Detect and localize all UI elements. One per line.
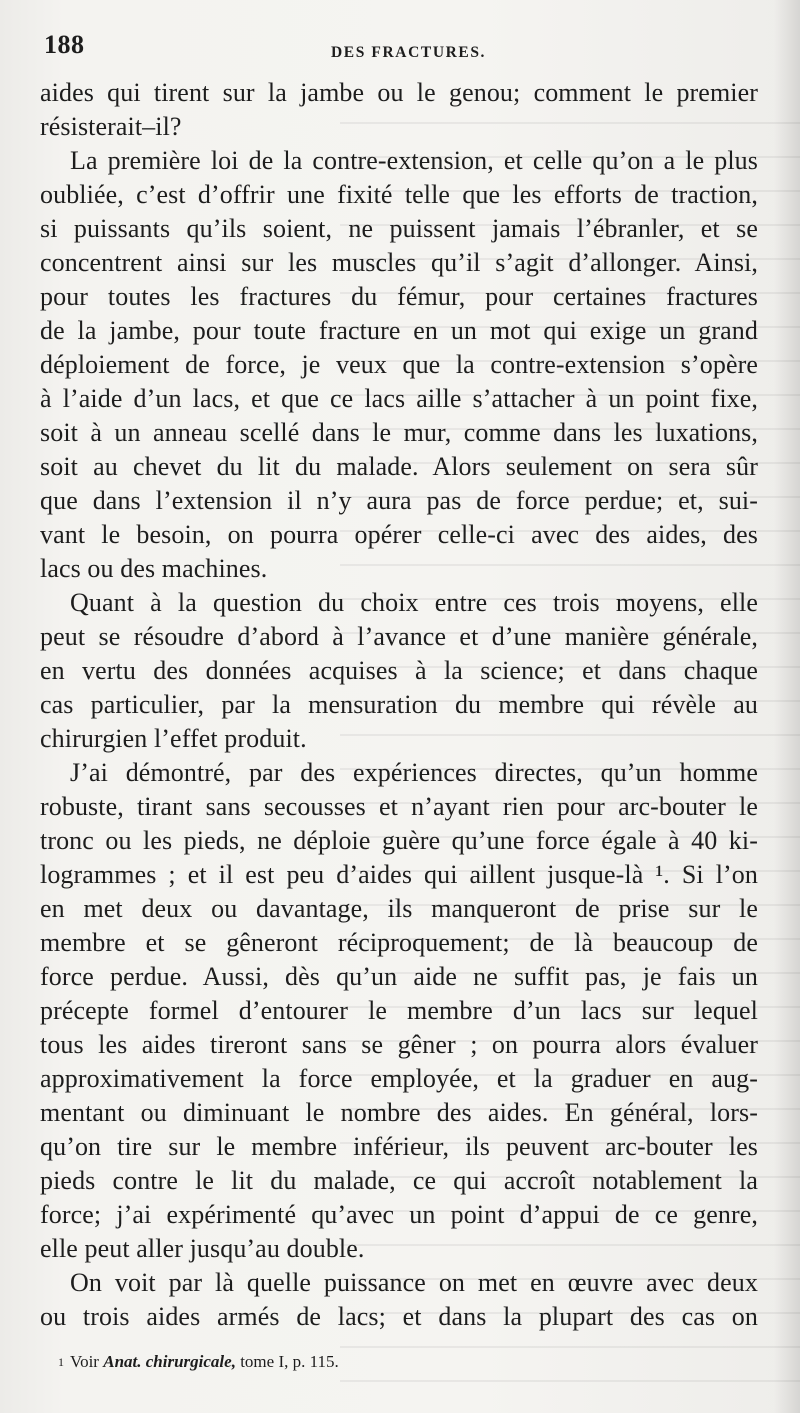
text-line: robuste, tirant sans secousses et n’ayant rien pour arc-bouter le [40, 792, 758, 821]
text-line: oubliée, c’est d’offrir une fixité telle que les efforts de traction, [40, 180, 758, 209]
text-line: lacs ou des machines. [40, 554, 268, 583]
text-line: mentant ou diminuant le nombre des aides. En général, lors- [40, 1098, 758, 1127]
text-line: chirurgien l’effet produit. [40, 724, 307, 753]
text-line: La première loi de la contre-extension, et celle qu’on a le plus [70, 146, 758, 175]
text-line: déploiement de force, je veux que la contre-extension s’opère [40, 350, 758, 379]
text-line: aides qui tirent sur la jambe ou le genou; comment le premier [40, 78, 758, 107]
text-line: pour toutes les fractures du fémur, pour certaines fractures [40, 282, 758, 311]
footnote-prefix: Voir [70, 1352, 99, 1371]
text-line: force perdue. Aussi, dès qu’un aide ne suffit pas, je fais un [40, 962, 758, 991]
text-line: en vertu des données acquises à la science; et dans chaque [40, 656, 758, 685]
text-line: tronc ou les pieds, ne déploie guère qu’une force égale à 40 ki- [40, 826, 758, 855]
footnote-suffix: tome I, p. 115. [240, 1352, 339, 1371]
text-line: résisterait–il? [40, 112, 182, 141]
text-line: logrammes ; et il est peu d’aides qui aillent jusque-là ¹. Si l’on [40, 860, 758, 889]
text-line: vant le besoin, on pourra opérer celle-ci avec des aides, des [40, 520, 758, 549]
text-line: Quant à la question du choix entre ces trois moyens, elle [70, 588, 758, 617]
text-line: soit au chevet du lit du malade. Alors seulement on sera sûr [40, 452, 758, 481]
footnote [58, 1351, 618, 1373]
text-line: peut se résoudre d’abord à l’avance et d’une manière générale, [40, 622, 758, 651]
text-line: précepte formel d’entourer le membre d’un lacs sur lequel [40, 996, 758, 1025]
page-edge-shadow [774, 0, 800, 1413]
text-line: soit à un anneau scellé dans le mur, comme dans les luxations, [40, 418, 758, 447]
page-header [40, 28, 750, 64]
text-line: à l’aide d’un lacs, et que ce lacs aille s’attacher à un point fixe, [40, 384, 758, 413]
footnote-reference: Anat. chirurgicale, [103, 1352, 236, 1371]
text-line: que dans l’extension il n’y aura pas de force perdue; et, sui- [40, 486, 758, 515]
text-line: tous les aides tireront sans se gêner ; on pourra alors évaluer [40, 1030, 758, 1059]
page-number: 188 [44, 30, 85, 59]
text-line: force; j’ai expérimenté qu’avec un point d’appui de ce genre, [40, 1200, 758, 1229]
text-line: approximativement la force employée, et la graduer en aug- [40, 1064, 758, 1093]
text-line: membre et se gêneront réciproquement; de là beaucoup de [40, 928, 758, 957]
footnote-mark: 1 [58, 1355, 64, 1369]
text-line: On voit par là quelle puissance on met en œuvre avec deux [70, 1268, 758, 1297]
text-line: pieds contre le lit du malade, ce qui accroît notablement la [40, 1166, 758, 1195]
body-text [40, 76, 758, 1334]
text-line: si puissants qu’ils soient, ne puissent jamais l’ébranler, et se [40, 214, 758, 243]
running-title: DES FRACTURES. [331, 44, 487, 61]
text-line: J’ai démontré, par des expériences directes, qu’un homme [70, 758, 758, 787]
text-line: qu’on tire sur le membre inférieur, ils peuvent arc-bouter les [40, 1132, 758, 1161]
text-line: en met deux ou davantage, ils manqueront de prise sur le [40, 894, 758, 923]
text-line: elle peut aller jusqu’au double. [40, 1234, 365, 1263]
text-line: concentrent ainsi sur les muscles qu’il s’agit d’allonger. Ainsi, [40, 248, 758, 277]
text-line: cas particulier, par la mensuration du membre qui révèle au [40, 690, 758, 719]
text-line: de la jambe, pour toute fracture en un mot qui exige un grand [40, 316, 758, 345]
text-line: ou trois aides armés de lacs; et dans la plupart des cas on [40, 1302, 758, 1331]
